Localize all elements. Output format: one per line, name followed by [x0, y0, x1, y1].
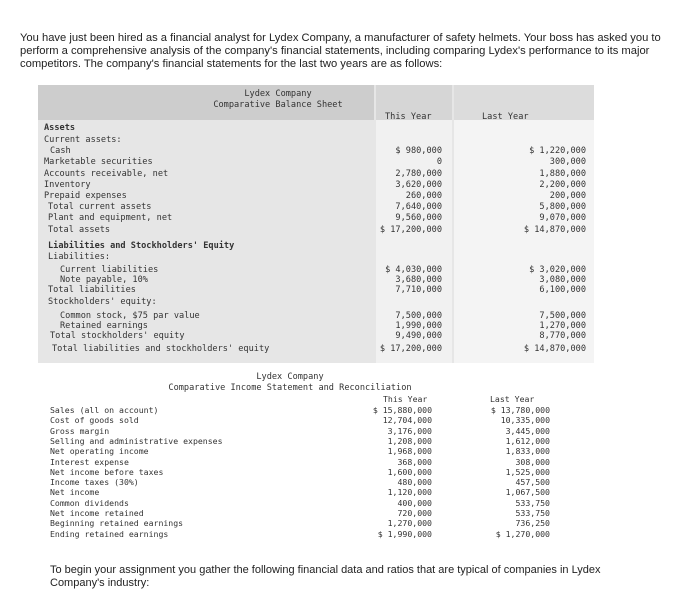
- row-label: Note payable, 10%: [60, 275, 148, 285]
- row-label: Total assets: [48, 225, 111, 235]
- balance-sheet-table: [38, 85, 594, 363]
- row-label: Liabilities:: [48, 252, 111, 262]
- this-year-value: $ 4,030,000: [385, 265, 442, 275]
- this-year-value: 7,640,000: [395, 202, 442, 212]
- income-statement-table: [50, 372, 550, 552]
- table-row: [50, 508, 550, 518]
- last-year-value: 1,525,000: [505, 466, 550, 477]
- row-label: Stockholders' equity:: [48, 297, 157, 307]
- this-year-value: 1,270,000: [387, 518, 432, 529]
- last-year-value: 300,000: [549, 157, 586, 167]
- this-year-value: 2,780,000: [395, 169, 442, 179]
- table-row: [38, 202, 594, 213]
- last-year-value: 3,445,000: [505, 425, 550, 436]
- is-col-this-year: This Year: [383, 394, 428, 404]
- last-year-value: 8,770,000: [539, 331, 586, 341]
- income-statement-title: Comparative Income Statement and Reconciliation: [168, 383, 412, 393]
- is-col-last-year: Last Year: [490, 394, 535, 404]
- this-year-value: 720,000: [397, 508, 432, 518]
- table-row: [38, 213, 594, 224]
- this-year-value: 260,000: [405, 191, 442, 201]
- table-row: [50, 426, 550, 436]
- row-label: Assets: [44, 123, 76, 133]
- table-row: [50, 446, 550, 456]
- this-year-value: 1,208,000: [387, 435, 432, 446]
- this-year-value: 368,000: [397, 456, 432, 467]
- table-row: [38, 180, 594, 191]
- table-row: [38, 331, 594, 342]
- last-year-value: 6,100,000: [539, 285, 586, 295]
- row-label: Sales (all on account): [50, 405, 159, 415]
- row-label: Net income retained: [50, 508, 144, 518]
- intro-paragraph: You have just been hired as a financial analyst for Lydex Company, a manufacturer of safety helmets. Your boss has asked you to perform a comprehensive analysis of the company's financial statements, including comparing Lydex's performance to its major competitors. The company's financial statements for the last two years are as follows:: [20, 32, 661, 70]
- this-year-value: 0: [436, 157, 442, 167]
- row-label: Accounts receivable, net: [44, 169, 169, 179]
- outro-paragraph: To begin your assignment you gather the following financial data and ratios that are typical of companies in Lydex Company's industry:: [50, 564, 601, 589]
- last-year-value: $ 14,870,000: [523, 225, 586, 235]
- last-year-value: 2,200,000: [539, 180, 586, 190]
- table-row: [38, 191, 594, 202]
- this-year-value: $ 17,200,000: [379, 225, 442, 235]
- table-row: [38, 285, 594, 296]
- table-row: [38, 169, 594, 180]
- this-year-value: 1,990,000: [395, 321, 442, 331]
- last-year-value: 1,880,000: [539, 169, 586, 179]
- row-label: Inventory: [44, 180, 91, 190]
- this-year-value: $ 980,000: [395, 146, 442, 156]
- row-label: Net operating income: [50, 446, 149, 457]
- this-year-value: $ 1,990,000: [377, 528, 432, 539]
- last-year-value: 200,000: [549, 191, 586, 201]
- this-year-value: $ 17,200,000: [379, 344, 442, 354]
- row-label: Selling and administrative expenses: [50, 435, 223, 446]
- this-year-value: 1,968,000: [387, 446, 432, 457]
- last-year-value: 7,500,000: [539, 311, 586, 321]
- row-label: Interest expense: [50, 456, 129, 467]
- row-label: Common dividends: [50, 497, 129, 508]
- last-year-value: 9,070,000: [539, 213, 586, 223]
- this-year-value: 3,176,000: [387, 425, 432, 436]
- last-year-value: 5,800,000: [539, 202, 586, 212]
- table-row: [38, 135, 594, 146]
- last-year-value: 736,250: [515, 518, 550, 529]
- this-year-value: 12,704,000: [382, 415, 432, 426]
- table-row: [50, 405, 550, 415]
- last-year-value: $ 1,220,000: [529, 146, 586, 156]
- this-year-value: 1,600,000: [387, 466, 432, 477]
- this-year-value: 3,680,000: [395, 275, 442, 285]
- table-row: [50, 415, 550, 425]
- row-label: Current assets:: [44, 135, 122, 145]
- this-year-value: 3,620,000: [395, 180, 442, 190]
- row-label: Cash: [50, 146, 71, 156]
- last-year-value: 3,080,000: [539, 275, 586, 285]
- row-label: Ending retained earnings: [50, 528, 169, 539]
- row-label: Liabilities and Stockholders' Equity: [48, 241, 235, 251]
- this-year-value: 480,000: [397, 477, 432, 488]
- this-year-value: $ 15,880,000: [372, 405, 432, 415]
- table-row: [38, 123, 594, 134]
- this-year-value: 9,560,000: [395, 213, 442, 223]
- last-year-value: 457,500: [515, 477, 550, 488]
- table-row: [50, 518, 550, 528]
- last-year-value: 10,335,000: [500, 415, 550, 426]
- table-row: [50, 467, 550, 477]
- table-row: [38, 241, 594, 252]
- table-row: [38, 157, 594, 168]
- row-label: Prepaid expenses: [44, 191, 127, 201]
- row-label: Income taxes (30%): [50, 477, 139, 488]
- table-row: [38, 297, 594, 308]
- row-label: Total liabilities and stockholders' equity: [52, 344, 270, 354]
- last-year-value: $ 13,780,000: [490, 405, 550, 415]
- table-row: [50, 436, 550, 446]
- table-row: [50, 529, 550, 539]
- income-statement-company: Lydex Company: [256, 372, 324, 382]
- table-row: [38, 344, 594, 355]
- last-year-value: 308,000: [515, 456, 550, 467]
- last-year-value: 1,833,000: [505, 446, 550, 457]
- row-label: Common stock, $75 par value: [60, 311, 200, 321]
- this-year-value: 7,500,000: [395, 311, 442, 321]
- table-row: [50, 477, 550, 487]
- this-year-value: 400,000: [397, 497, 432, 508]
- bs-col-last-year: Last Year: [482, 112, 529, 122]
- this-year-value: 1,120,000: [387, 487, 432, 498]
- last-year-value: 1,270,000: [539, 321, 586, 331]
- table-row: [38, 252, 594, 263]
- row-label: Gross margin: [50, 425, 110, 436]
- table-row: [50, 487, 550, 497]
- table-row: [50, 457, 550, 467]
- last-year-value: $ 3,020,000: [529, 265, 586, 275]
- last-year-value: 533,750: [515, 508, 550, 518]
- row-label: Plant and equipment, net: [48, 213, 173, 223]
- table-row: [50, 498, 550, 508]
- row-label: Total current assets: [48, 202, 152, 212]
- row-label: Net income: [50, 487, 100, 498]
- row-label: Total liabilities: [48, 285, 136, 295]
- this-year-value: 7,710,000: [395, 285, 442, 295]
- row-label: Beginning retained earnings: [50, 518, 184, 529]
- this-year-value: 9,490,000: [395, 331, 442, 341]
- balance-sheet-title: Comparative Balance Sheet: [213, 100, 343, 110]
- balance-sheet-company: Lydex Company: [244, 89, 312, 99]
- row-label: Retained earnings: [60, 321, 148, 331]
- last-year-value: $ 14,870,000: [523, 344, 586, 354]
- last-year-value: 1,067,500: [505, 487, 550, 498]
- last-year-value: 1,612,000: [505, 435, 550, 446]
- table-row: [38, 146, 594, 157]
- last-year-value: $ 1,270,000: [495, 528, 550, 539]
- last-year-value: 533,750: [515, 497, 550, 508]
- row-label: Cost of goods sold: [50, 415, 139, 426]
- row-label: Current liabilities: [60, 265, 159, 275]
- row-label: Total stockholders' equity: [50, 331, 185, 341]
- row-label: Net income before taxes: [50, 466, 164, 477]
- bs-col-this-year: This Year: [385, 112, 432, 122]
- row-label: Marketable securities: [44, 157, 153, 167]
- table-row: [38, 225, 594, 236]
